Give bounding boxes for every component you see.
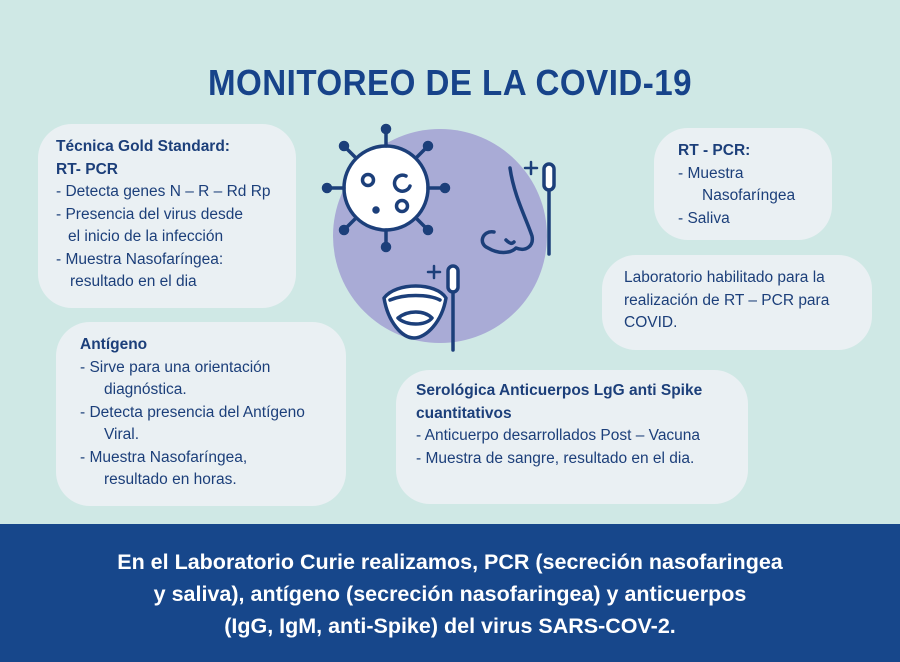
card-subheading: RT- PCR: [56, 160, 118, 178]
card-heading: Antígeno: [80, 336, 148, 353]
card-text-line: realización de RT – PCR para: [624, 291, 830, 309]
card-antigeno: [56, 322, 346, 506]
list-item: - Detecta presencia del Antígeno Viral.: [80, 403, 305, 443]
list-item: - Anticuerpo desarrollados Post – Vacuna: [416, 427, 701, 444]
list-item: - Muestra Nasofaríngea: resultado en el dia: [56, 250, 224, 290]
card-rt-pcr: [654, 128, 832, 240]
footer-line: (IgG, IgM, anti-Spike) del virus SARS-COV-2.: [224, 614, 676, 638]
footer-line: En el Laboratorio Curie realizamos, PCR (secreción nasofaringea: [117, 550, 783, 574]
illustration: [318, 118, 578, 358]
card-serologica: [396, 370, 748, 504]
card-heading: RT - PCR:: [678, 142, 751, 159]
list-item: - Muestra Nasofaríngea, resultado en horas.: [80, 448, 248, 488]
card-gold-standard: [38, 124, 296, 308]
card-text-line: Laboratorio habilitado para la: [624, 269, 825, 286]
footer-banner: [0, 524, 900, 662]
list-item: - Presencia del virus desde el inicio de la infección: [56, 205, 243, 245]
list-item: - Detecta genes N – R – Rd Rp: [56, 183, 271, 200]
list-item: - Sirve para una orientación diagnóstica.: [80, 358, 271, 398]
sparkle-icon: [525, 162, 537, 174]
page-title: MONITOREO DE LA COVID-19: [208, 62, 692, 103]
card-heading: Serológica Anticuerpos LgG anti Spike: [416, 382, 703, 399]
card-heading-continued: cuantitativos: [416, 404, 512, 422]
card-text-line: COVID.: [624, 314, 678, 331]
list-item: - Muestra Nasofaríngea: [678, 164, 796, 204]
virus-icon: [324, 126, 449, 251]
list-item: - Muestra de sangre, resultado en el dia.: [416, 449, 695, 467]
card-laboratorio: [602, 255, 872, 350]
list-item: - Saliva: [678, 209, 730, 227]
footer-line: y saliva), antígeno (secreción nasofaringea) y anticuerpos: [153, 582, 747, 606]
card-heading: Técnica Gold Standard:: [56, 138, 230, 155]
